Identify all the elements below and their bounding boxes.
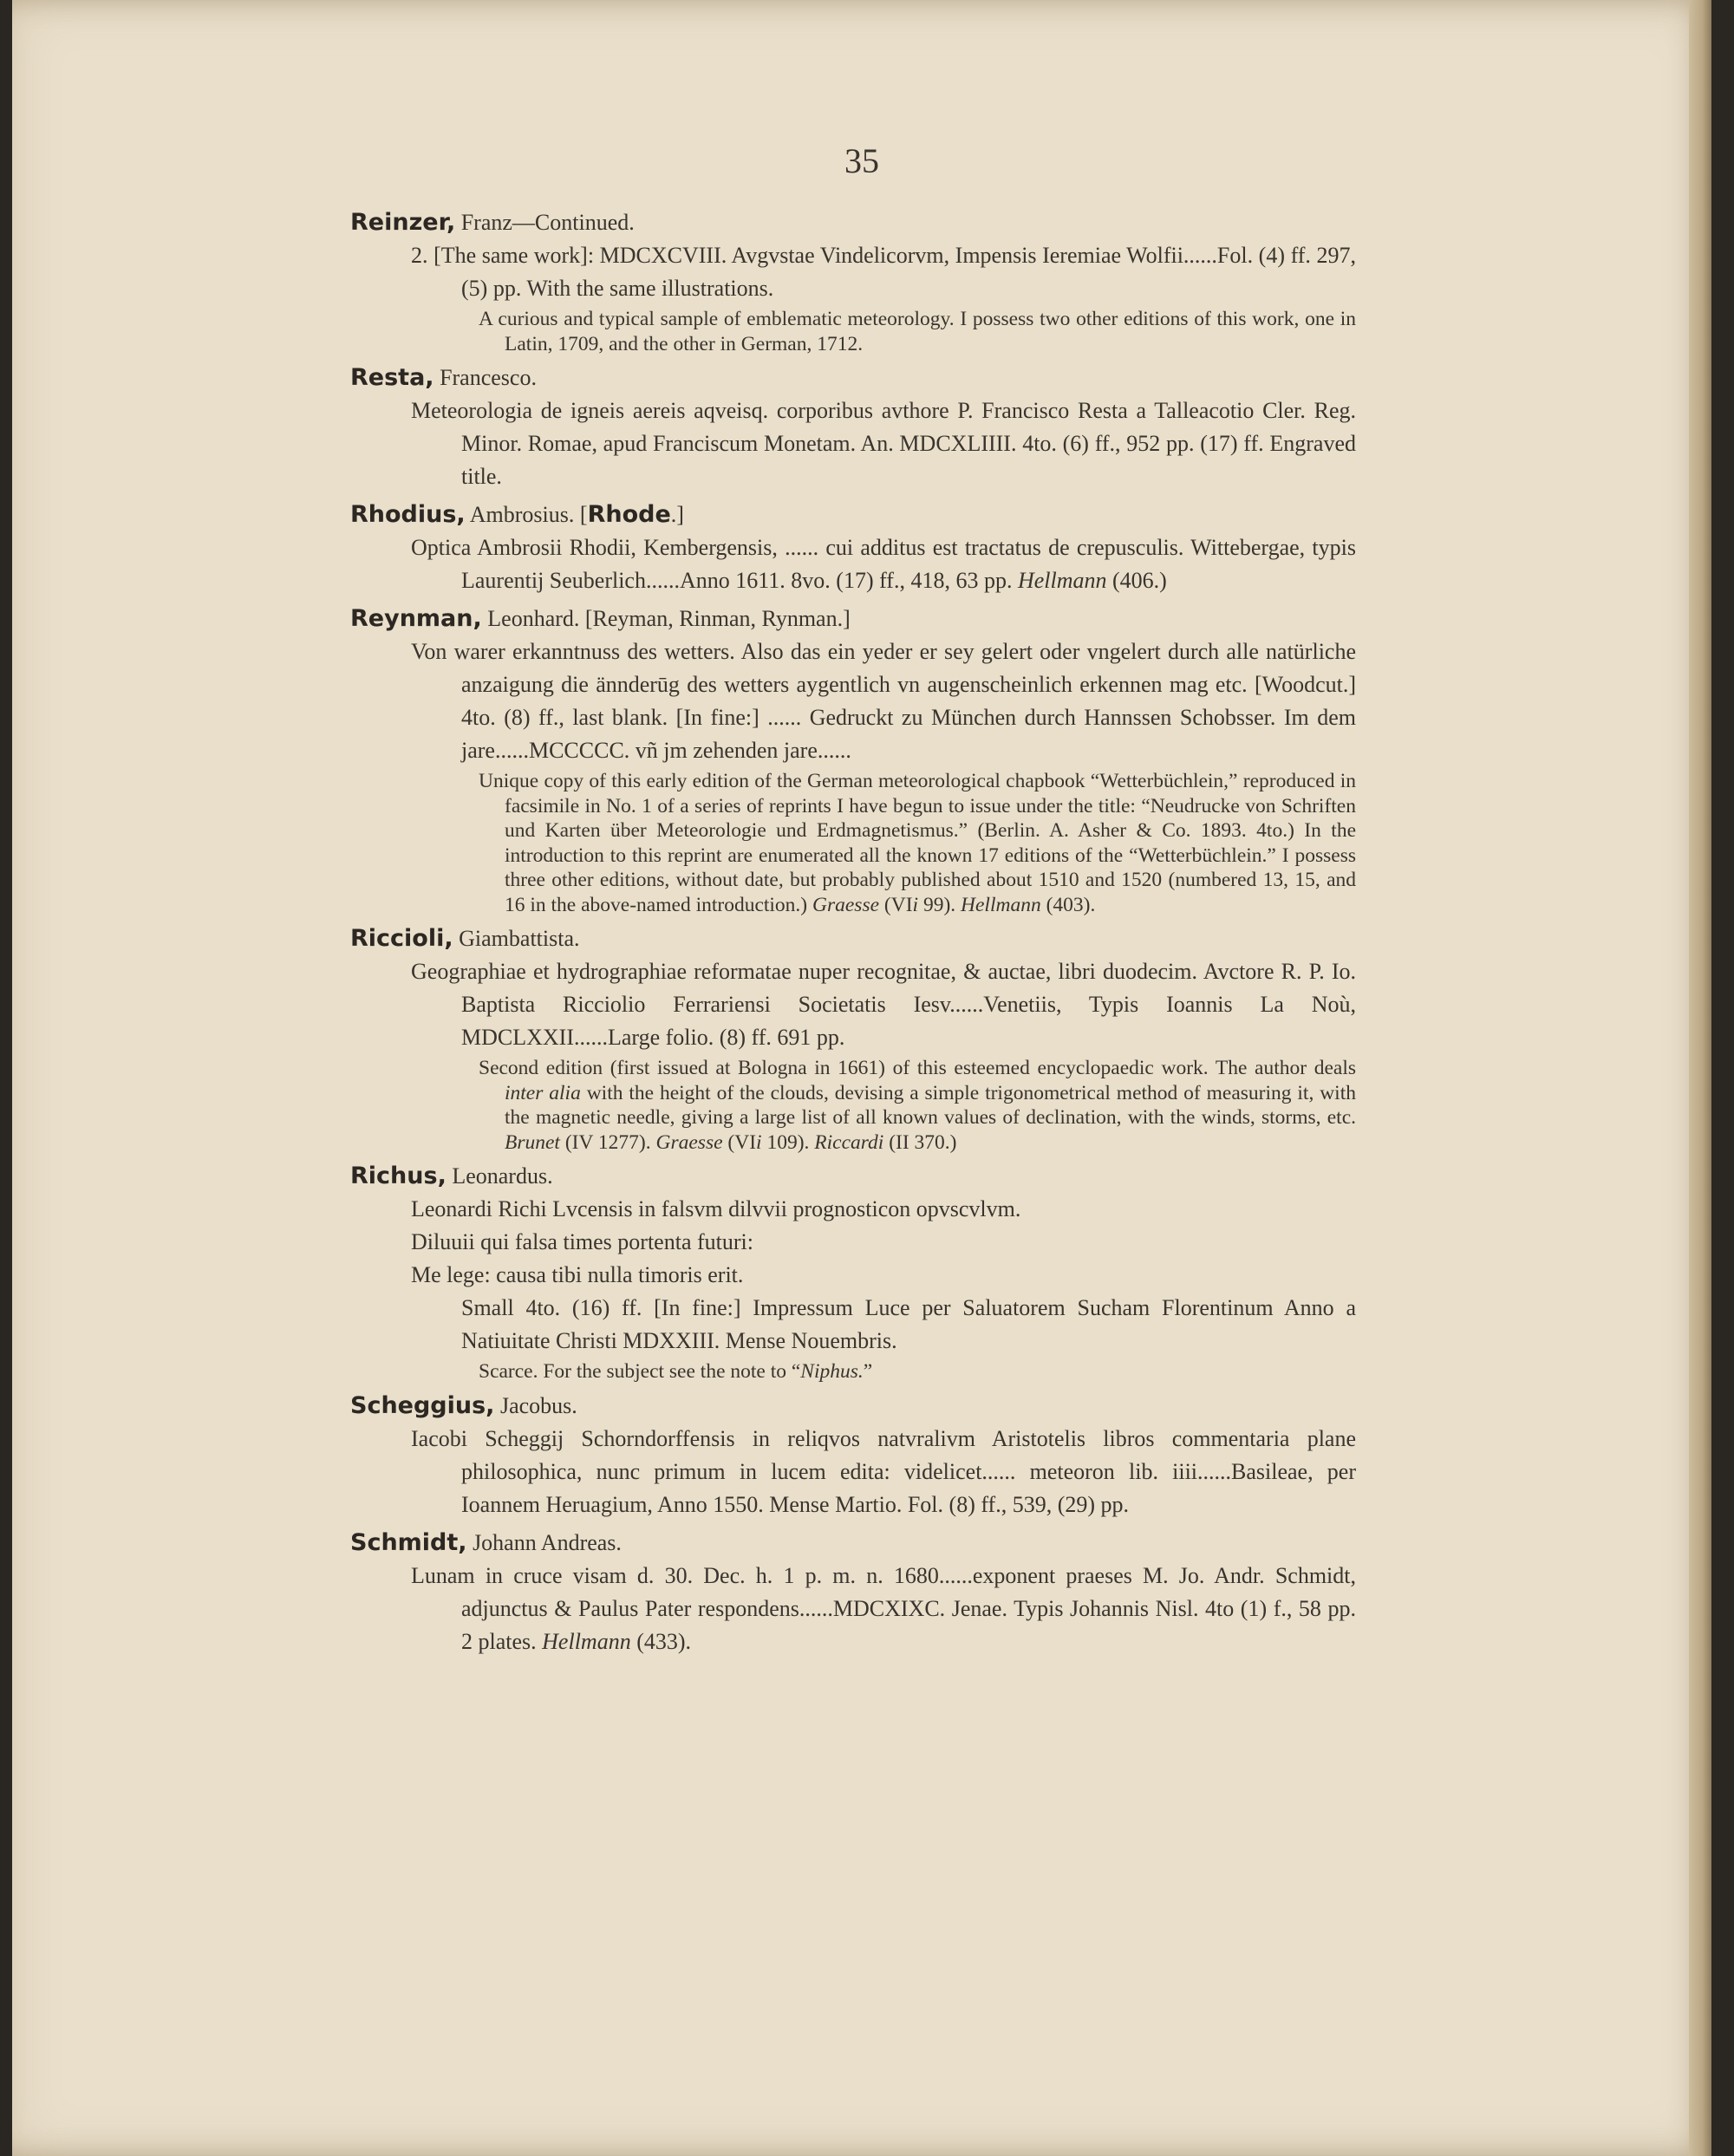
entry-heading — [350, 1160, 1356, 1193]
note-italic: i — [912, 893, 919, 916]
entry-schmidt — [350, 1527, 1356, 1658]
entry-forename: Jacobus. — [494, 1392, 577, 1418]
note-text: (VI — [722, 1130, 757, 1154]
bibliography-content — [350, 206, 1356, 1658]
entry-name: Richus, — [350, 1163, 447, 1189]
entry-description: Small 4to. (16) ff. [In fine:] Impressum Luce per Saluatorem Sucham Florentinum Anno a Natiuitate Christi MDXXIII. Mense Nouembris. — [461, 1295, 1356, 1353]
entry-verse-line: Diluuii qui falsa times portenta futuri: — [411, 1229, 753, 1254]
entry-name: Schmidt, — [350, 1528, 467, 1556]
entry-description: Von warer erkanntnuss des wetters. Also das ein yeder er sey gelert oder vngelert durch alle natürliche anzaigung die ännderūg des wetters aygentlich vn augenscheinlich erkennen mag etc. [Woodcut.] 4to. (8) ff., last blank. [In fine:] ...... Gedruckt zu München durch Hannssen Schobsser. Im dem jare......MCCCCC. vñ jm zehenden jare...... — [411, 639, 1356, 763]
note-text: Scarce. For the subject see the note to “ — [479, 1360, 801, 1383]
citation: Brunet — [505, 1130, 560, 1154]
note-text: 109). — [761, 1130, 815, 1154]
entry-richus — [350, 1160, 1356, 1384]
entry-name: Reinzer, — [350, 209, 456, 236]
entry-note — [479, 1359, 1356, 1384]
entry-heading — [350, 1527, 1356, 1560]
citation: Graesse — [812, 893, 880, 916]
description-text: Optica Ambrosii Rhodii, Kembergensis, ...... cui additus est tractatus de crepusculis. Wittebergae, typis Laurentij Seuberlich......Anno 1611. 8vo. (17) ff., 418, 63 pp. — [411, 535, 1356, 593]
entry-note — [479, 1056, 1356, 1155]
citation: Graesse — [655, 1130, 723, 1154]
entry-name: Resta, — [350, 364, 434, 391]
page-number: 35 — [844, 141, 879, 180]
entry-description: 2. [The same work]: MDCXCVIII. Avgvstae Vindelicorvm, Impensis Ieremiae Wolfii......Fol. (4) ff. 297, (5) pp. With the same illustrations. — [411, 243, 1356, 301]
entry-note — [479, 769, 1356, 917]
citation: Hellmann — [1017, 568, 1107, 593]
entry-note: A curious and typical sample of emblematic meteorology. I possess two other editions of this work, one in Latin, 1709, and the other in German, 1712. — [479, 308, 1356, 355]
note-text: Unique copy of this early edition of the German meteorological chapbook “Wetterbüchlein,” reproduced in facsimile in No. 1 of a series of reprints I have begun to issue under the title: “Neudrucke von Schriften und Karten über Meteorologie und Erdmagnetismus.” (Berlin. A. Asher & Co. 1893. 4to.) In the introduction to this reprint are enumerated all the known 17 editions of the “Wetterbüchlein.” I possess three other editions, without date, but probably published about 1510 and 1520 (numbered 13, 15, and 16 in the above-named introduction.) — [479, 770, 1356, 916]
note-text: ” — [863, 1360, 873, 1383]
entry-heading — [350, 206, 1356, 239]
note-italic: i — [756, 1130, 762, 1154]
book-page — [12, 0, 1711, 2156]
note-text: (403). — [1040, 893, 1096, 916]
note-text: 99). — [918, 893, 962, 916]
page-edge — [1689, 0, 1711, 2156]
entry-description — [411, 1560, 1356, 1658]
entry-forename: Giambattista. — [453, 926, 580, 951]
entry-title-line: Leonardi Richi Lvcensis in falsvm dilvvii prognosticon opvscvlvm. — [411, 1196, 1021, 1221]
entry-name: Scheggius, — [350, 1391, 495, 1419]
citation: Hellmann — [542, 1628, 631, 1654]
entry-name: Reynman, — [350, 605, 482, 632]
note-text: (VI — [879, 893, 913, 916]
entry-forename: Leonardus. — [446, 1163, 553, 1189]
citation-ref: (406.) — [1106, 568, 1167, 593]
bracket-close: .] — [670, 502, 684, 527]
alternate-name: Rhode — [587, 501, 671, 528]
entry-name: Riccioli, — [350, 925, 453, 952]
entry-riccioli — [350, 922, 1356, 1155]
entry-forename: Francesco. — [434, 365, 537, 390]
citation: Riccardi — [814, 1130, 884, 1154]
entry-reinzer — [350, 206, 1356, 356]
entry-verse-line: Me lege: causa tibi nulla timoris erit. — [411, 1262, 744, 1287]
entry-rhodius — [350, 498, 1356, 597]
citation: Hellmann — [961, 893, 1041, 916]
entry-description: Meteorologia de igneis aereis aqveisq. corporibus avthore P. Francisco Resta a Talleacotio Cler. Reg. Minor. Romae, apud Franciscum Monetam. An. MDCXLIIII. 4to. (6) ff., 952 pp. (17) ff. Engraved title. — [411, 398, 1356, 489]
citation-ref: (433). — [630, 1628, 692, 1654]
note-text: with the height of the clouds, devising a simple trigonometrical method of measuring it, with the magnetic needle, giving a large list of all known values of declination, with the winds, storms, etc. — [505, 1081, 1356, 1129]
entry-forename: Franz—Continued. — [455, 210, 635, 235]
entry-forename: Ambrosius. — [465, 502, 580, 527]
entry-name: Rhodius, — [350, 501, 466, 528]
note-text: (II 370.) — [883, 1130, 957, 1154]
note-text: (IV 1277). — [559, 1130, 656, 1154]
note-text: Second edition (first issued at Bologna in 1661) of this esteemed encyclopaedic work. The author deals — [479, 1057, 1356, 1079]
entry-description — [411, 531, 1356, 597]
entry-description: Iacobi Scheggij Schorndorffensis in reliqvos natvralivm Aristotelis libros commentaria plane philosophica, nunc primum in lucem edita: videlicet...... meteoron lib. iiii......Basileae, per Ioannem Heruagium, Anno 1550. Mense Martio. Fol. (8) ff., 539, (29) pp. — [411, 1425, 1356, 1517]
entry-description: Geographiae et hydrographiae reformatae nuper recognitae, & auctae, libri duodecim. Avctore R. P. Io. Baptista Ricciolio Ferrariensi Societatis Iesv......Venetiis, Typis Ioannis La Noù, MDCLXXII......Large folio. (8) ff. 691 pp. — [411, 959, 1356, 1050]
citation: Niphus. — [800, 1360, 864, 1383]
entry-scheggius — [350, 1390, 1356, 1521]
entry-heading — [350, 603, 1356, 635]
entry-heading — [350, 362, 1356, 394]
entry-heading — [350, 498, 1356, 531]
entry-heading — [350, 1390, 1356, 1423]
entry-forename: Leonhard. [Reyman, Rinman, Rynman.] — [481, 606, 851, 631]
description-text: Lunam in cruce visam d. 30. Dec. h. 1 p. m. n. 1680......exponent praeses M. Jo. Andr. Schmidt, adjunctus & Paulus Pater respondens......MDCXIXC. Jenae. Typis Johannis Nisl. 4to (1) f., 58 pp. 2 plates. — [411, 1562, 1356, 1654]
entry-heading — [350, 922, 1356, 955]
entry-forename: Johann Andreas. — [466, 1529, 622, 1555]
note-italic: inter alia — [505, 1081, 581, 1104]
entry-resta — [350, 362, 1356, 493]
bracket-open: [ — [579, 502, 588, 527]
entry-reynman — [350, 603, 1356, 917]
